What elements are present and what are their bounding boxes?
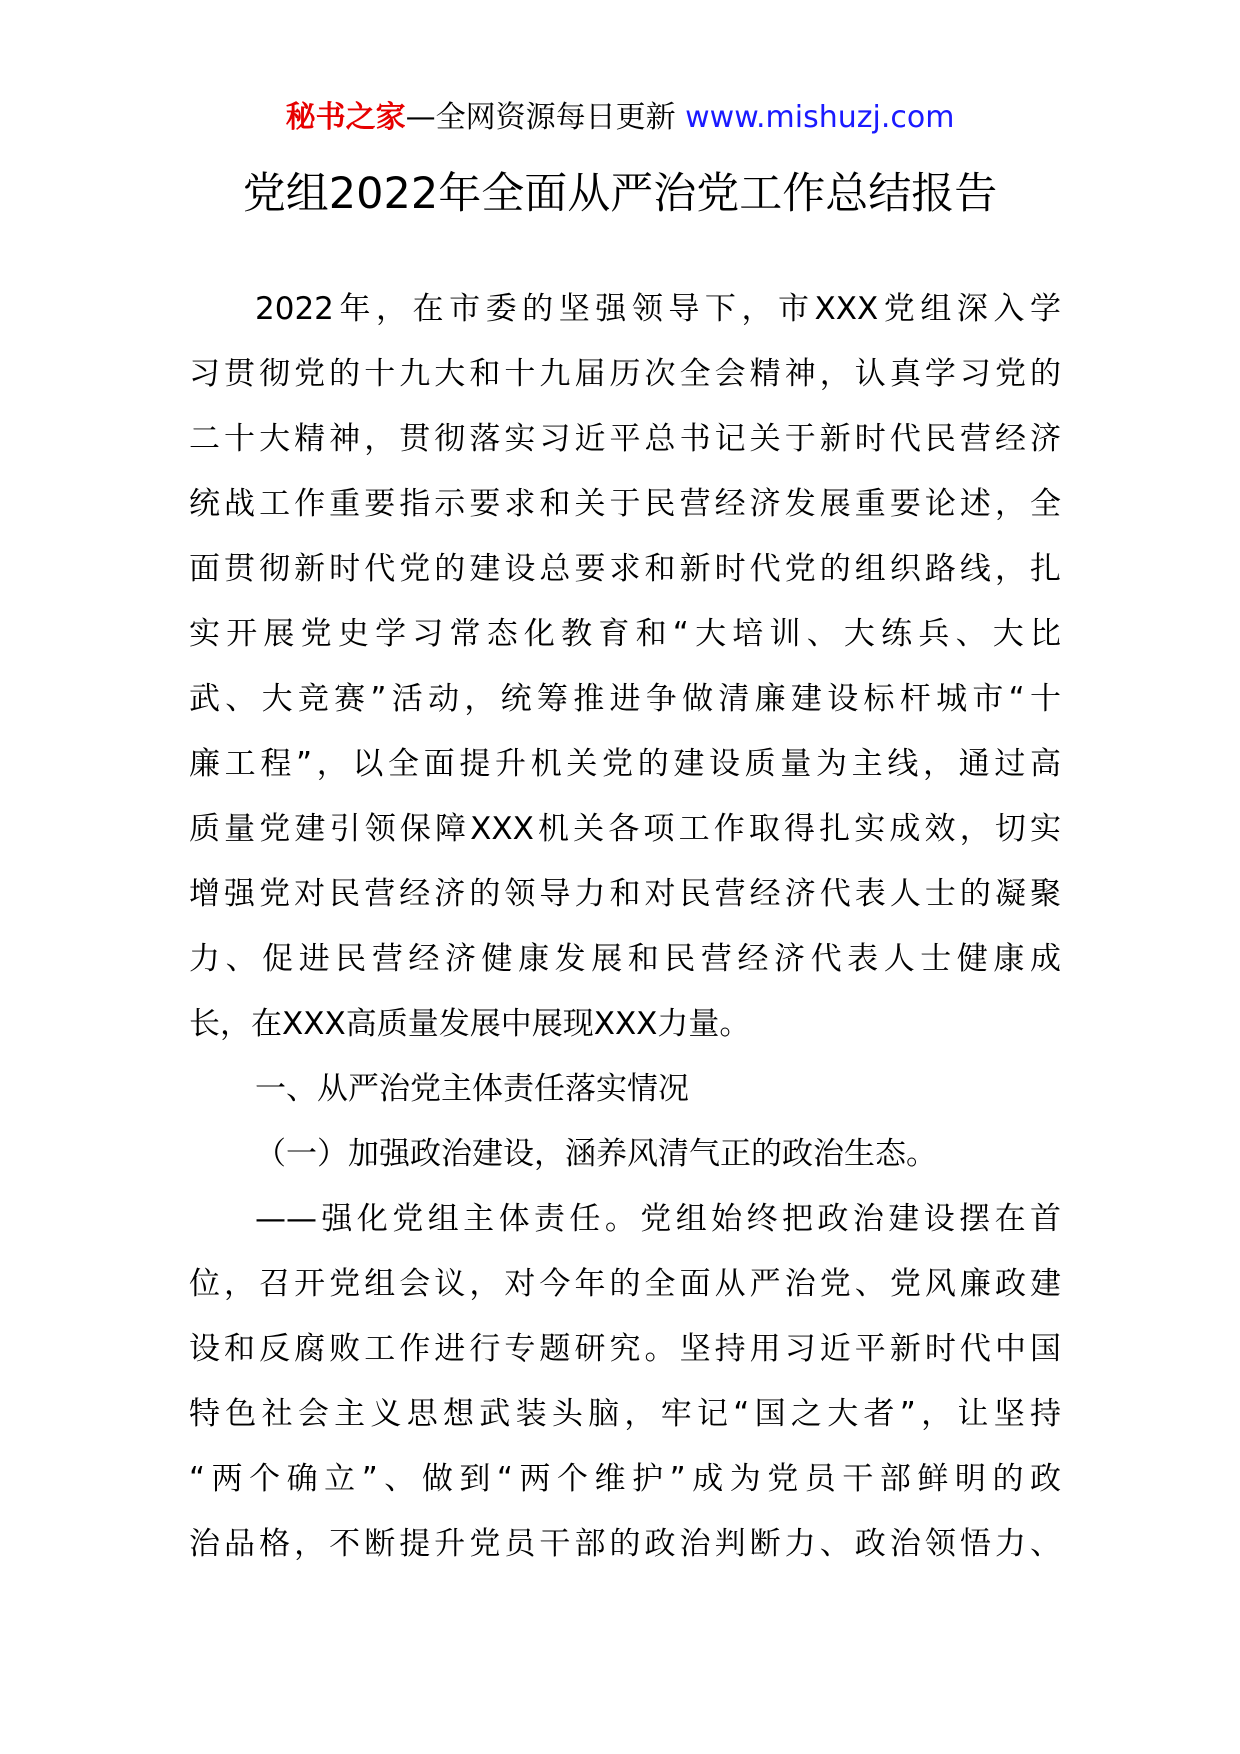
text-line: 习贯彻党的十九大和十九届历次全会精神，认真学习党的	[189, 356, 1061, 392]
text-line: 设和反腐败工作进行专题研究。坚持用习近平新时代中国	[189, 1331, 1061, 1367]
text-line: 力、促进民营经济健康发展和民营经济代表人士健康成	[189, 941, 1061, 977]
document-title: 党组2022年全面从严治党工作总结报告	[242, 169, 998, 219]
text-line: 武、大竞赛”活动，统筹推进争做清廉建设标杆城市“十	[189, 681, 1061, 717]
text-line: 2022年，在市委的坚强领导下，市XXX党组深入学	[255, 291, 1061, 327]
text-line: 增强党对民营经济的领导力和对民营经济代表人士的凝聚	[189, 876, 1061, 912]
text-line: 质量党建引领保障XXX机关各项工作取得扎实成效，切实	[189, 811, 1061, 847]
text-line: 统战工作重要指示要求和关于民营经济发展重要论述，全	[189, 486, 1061, 522]
site-link[interactable]: www.mishuzj.com	[685, 100, 955, 135]
text-line: 廉工程”，以全面提升机关党的建设质量为主线，通过高	[189, 746, 1061, 782]
text-line: 二十大精神，贯彻落实习近平总书记关于新时代民营经济	[189, 421, 1061, 457]
section-heading: 一、从严治党主体责任落实情况	[255, 1071, 689, 1107]
site-header	[0, 98, 1240, 138]
document-body	[189, 289, 1061, 1589]
subsection-heading: （一）加强政治建设，涵养风清气正的政治生态。	[255, 1136, 937, 1172]
text-line: 特色社会主义思想武装头脑，牢记“国之大者”，让坚持	[189, 1396, 1061, 1432]
text-line: 实开展党史学习常态化教育和“大培训、大练兵、大比	[189, 616, 1061, 652]
text-line: “两个确立”、做到“两个维护”成为党员干部鲜明的政	[189, 1461, 1061, 1497]
text-line: ——强化党组主体责任。党组始终把政治建设摆在首	[255, 1201, 1061, 1237]
text-line: 治品格，不断提升党员干部的政治判断力、政治领悟力、	[189, 1526, 1061, 1562]
header-tagline: —全网资源每日更新	[405, 100, 676, 135]
text-line: 长，在XXX高质量发展中展现XXX力量。	[189, 1006, 751, 1042]
text-line: 位，召开党组会议，对今年的全面从严治党、党风廉政建	[189, 1266, 1061, 1302]
brand-name: 秘书之家	[285, 100, 406, 135]
text-line: 面贯彻新时代党的建设总要求和新时代党的组织路线，扎	[189, 551, 1061, 587]
